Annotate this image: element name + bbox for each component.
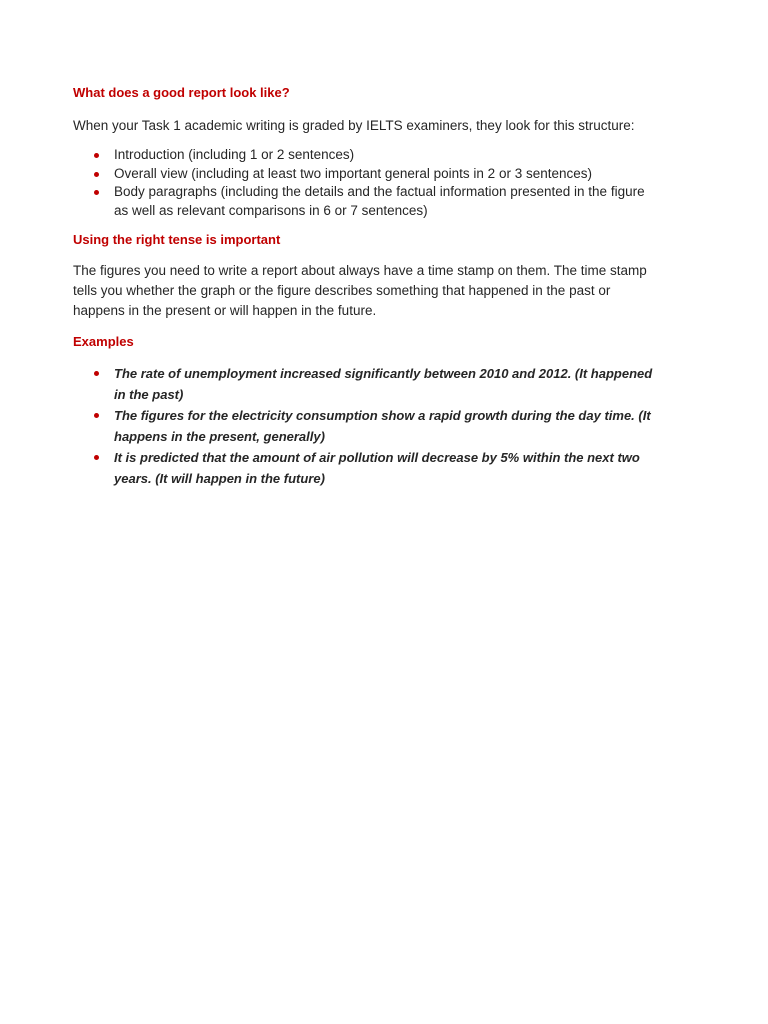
report-heading: What does a good report look like? (73, 85, 290, 100)
bullet-icon (94, 153, 99, 158)
example-text: It is predicted that the amount of air pollution will decrease by 5% within the next two years. (It will happen in the future) (114, 450, 640, 486)
list-item-text: Introduction (including 1 or 2 sentences) (114, 147, 355, 162)
list-item (73, 405, 653, 447)
examples-list (73, 363, 653, 489)
examples-heading: Examples (73, 334, 134, 349)
bullet-icon (94, 371, 99, 376)
bullet-icon (94, 172, 99, 177)
bullet-icon (94, 190, 99, 195)
bullet-icon (94, 413, 99, 418)
list-item (73, 363, 653, 405)
document-page (73, 84, 653, 489)
example-text: The figures for the electricity consumption show a rapid growth during the day time. (It happens in the present, generally) (114, 408, 651, 444)
list-item-text: Body paragraphs (including the details and the factual information presented in the figure as well as relevant comparisons in 6 or 7 sentences) (114, 184, 645, 218)
list-item (73, 183, 653, 220)
bullet-icon (94, 455, 99, 460)
report-intro-paragraph: When your Task 1 academic writing is graded by IELTS examiners, they look for this structure: (73, 118, 635, 133)
list-item (73, 146, 653, 165)
list-item-text: Overall view (including at least two important general points in 2 or 3 sentences) (114, 165, 592, 181)
list-item (73, 447, 653, 489)
tense-heading: Using the right tense is important (73, 232, 281, 247)
list-item (73, 165, 653, 184)
example-text: The rate of unemployment increased significantly between 2010 and 2012. (It happened in the past) (114, 366, 653, 402)
tense-paragraph: The figures you need to write a report about always have a time stamp on them. The time stamp tells you whether the graph or the figure describes something that happened in the past or happens in the present or will happen in the future. (73, 263, 647, 318)
structure-list (73, 146, 653, 220)
